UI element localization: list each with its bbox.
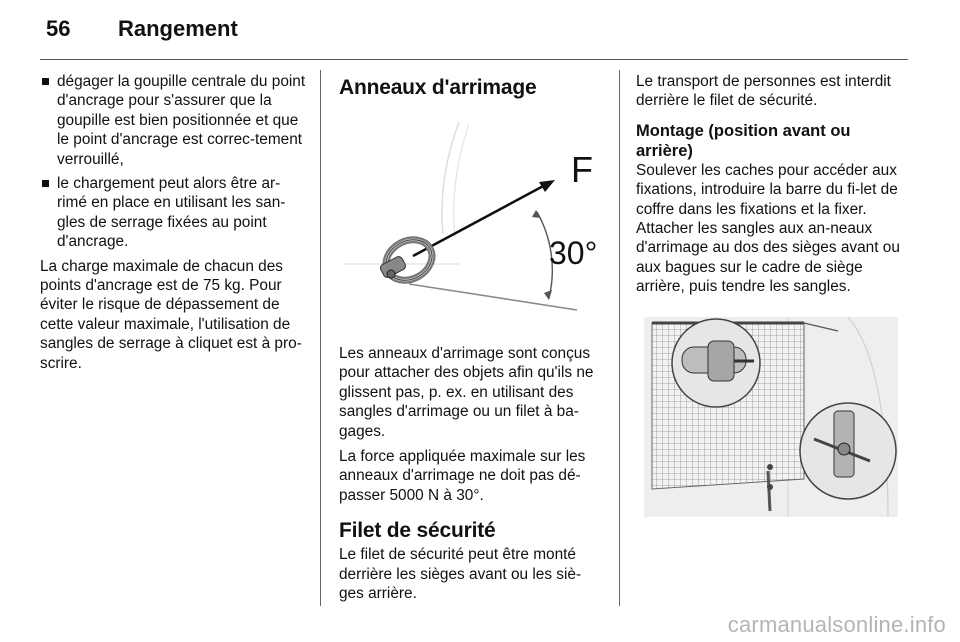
subsection-heading-mounting: Montage (position avant ou arrière) bbox=[636, 121, 851, 160]
list-item: dégager la goupille centrale du point d'ancrage pour s'assurer que la goupille est bien positionnée et que le point d'ancrage est correc-tement verrouillé, bbox=[40, 72, 308, 169]
body-paragraph: Le transport de personnes est interdit derrière le filet de sécurité. bbox=[636, 73, 891, 110]
page-title: Rangement bbox=[118, 16, 238, 41]
column-middle bbox=[339, 72, 605, 609]
safety-net-figure bbox=[638, 311, 904, 523]
watermark-brand: carmanualsonline.info bbox=[727, 612, 946, 637]
list-item: le chargement peut alors être ar-rimé en place en utilisant les san-gles de serrage fixées au point d'ancrage. bbox=[40, 174, 308, 252]
bullet-list bbox=[40, 72, 308, 252]
section-heading-tie-down-rings: Anneaux d'arrimage bbox=[339, 76, 537, 99]
detail-circle-bottom bbox=[800, 403, 896, 499]
angle-label: 30° bbox=[549, 235, 598, 271]
body-paragraph: La force appliquée maximale sur les anneaux d'arrimage ne doit pas dé-passer 5000 N à 30°. bbox=[339, 448, 586, 504]
column-left bbox=[40, 72, 308, 379]
column-divider bbox=[619, 70, 620, 606]
column-divider bbox=[320, 70, 321, 606]
section-heading-safety-net: Filet de sécurité bbox=[339, 519, 496, 543]
body-paragraph: La charge maximale de chacun des points d'ancrage est de 75 kg. Pour éviter le risque de dépassement de cette valeur maximale, l'utilisation de sangles de serrage à cliquet est à pro-scrire. bbox=[40, 257, 302, 372]
header-divider bbox=[40, 59, 908, 60]
page-number: 56 bbox=[46, 16, 71, 41]
detail-circle-top bbox=[672, 319, 760, 407]
tie-down-ring-figure bbox=[339, 114, 605, 330]
page-header bbox=[0, 0, 960, 62]
body-paragraph: Soulever les caches pour accéder aux fixations, introduire la barre du fi-let de coffre dans les fixations et la fixer. Attacher les sangles aux an-neaux d'arrimage au dos des sièges avant ou aux bagues sur le cadre de siège arrière, puis tendre les sangles. bbox=[636, 161, 900, 296]
force-label: F bbox=[571, 149, 593, 190]
body-paragraph: Le filet de sécurité peut être monté derrière les sièges avant ou les siè-ges arrière. bbox=[339, 546, 582, 603]
body-paragraph: Les anneaux d'arrimage sont conçus pour attacher des objets afin qu'ils ne glissent pas, p. ex. en utilisant des sangles d'arrimage ou un filet à ba-gages. bbox=[339, 345, 594, 440]
column-right bbox=[636, 72, 906, 523]
